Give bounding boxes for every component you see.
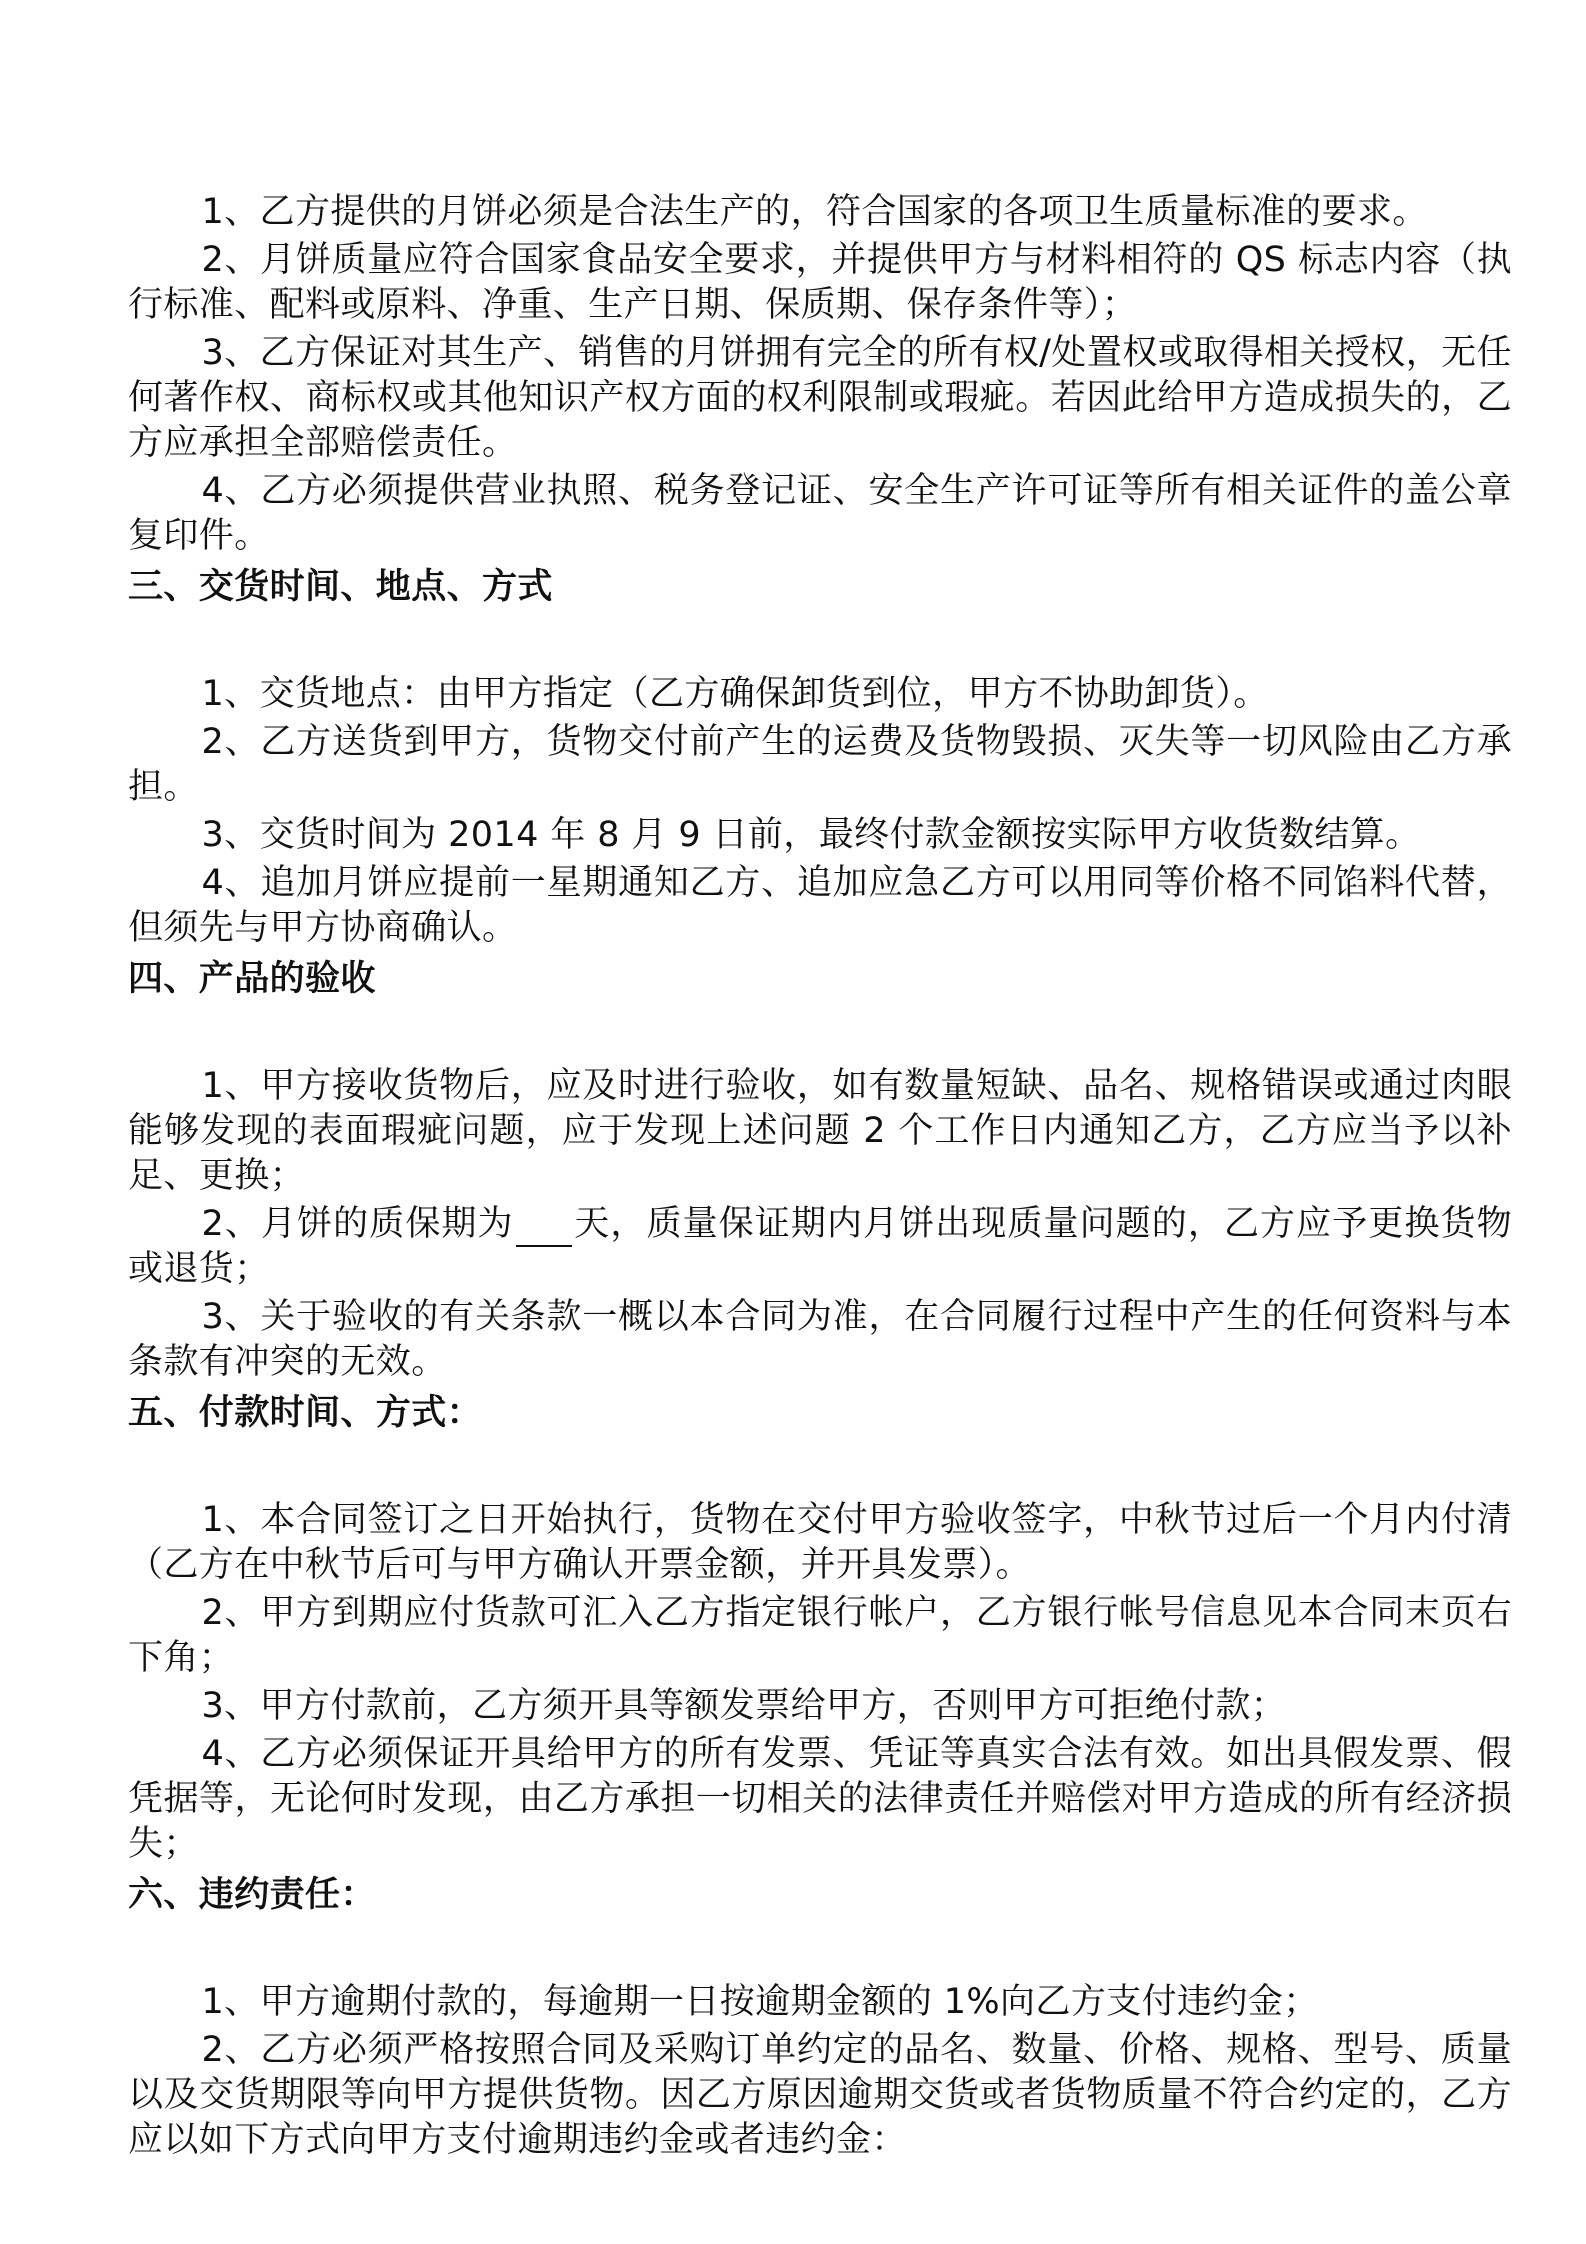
clause-payment-4: 4、乙方必须保证开具给甲方的所有发票、凭证等真实合法有效。如出具假发票、假凭据等，无论何时发现，由乙方承担一切相关的法律责任并赔偿对甲方造成的所有经济损失；: [128, 1734, 1512, 1864]
clause-quality-3: 3、乙方保证对其生产、销售的月饼拥有完全的所有权/处置权或取得相关授权，无任何著作权、商标权或其他知识产权方面的权利限制或瑕疵。若因此给甲方造成损失的，乙方应承担全部赔偿责任。: [128, 333, 1512, 463]
clause-inspection-2-end: 天，质量保证期内月饼出现质量问题的，乙方应予更换货物或退货；: [128, 1204, 1513, 1289]
clause-payment-1: 1、本合同签订之日开始执行，货物在交付甲方验收签字，中秋节过后一个月内付清（乙方在中秋节后可与甲方确认开票金额，并开具发票）。: [128, 1500, 1512, 1585]
section-heading-payment: 五、付款时间、方式：: [128, 1393, 483, 1433]
fill-in-blank: [516, 1211, 572, 1247]
clause-delivery-2: 2、乙方送货到甲方，货物交付前产生的运费及货物毁损、灭失等一切风险由乙方承担。: [128, 722, 1512, 807]
clause-inspection-2-start: 2、月饼的质保期为: [201, 1204, 514, 1244]
clause-delivery-3: 3、交货时间为 2014 年 8 月 9 日前，最终付款金额按实际甲方收货数结算。: [201, 815, 1421, 855]
section-gap: [128, 612, 1512, 672]
section-heading-liability: 六、违约责任：: [128, 1875, 376, 1915]
clause-liability-1: 1、甲方逾期付款的，每逾期一日按逾期金额的 1%向乙方支付违约金；: [201, 1982, 1319, 2022]
section-heading-delivery: 三、交货时间、地点、方式: [128, 567, 553, 607]
clause-payment-3: 3、甲方付款前，乙方须开具等额发票给甲方，否则甲方可拒绝付款；: [201, 1686, 1287, 1726]
clause-inspection-2: [128, 1202, 1512, 1292]
clause-quality-1: 1、乙方提供的月饼必须是合法生产的，符合国家的各项卫生质量标准的要求。: [201, 192, 1428, 232]
section-gap: [128, 1438, 1512, 1498]
clause-delivery-4: 4、追加月饼应提前一星期通知乙方、追加应急乙方可以用同等价格不同馅料代替，但须先与甲方协商确认。: [128, 863, 1512, 948]
clause-delivery-1: 1、交货地点：由甲方指定（乙方确保卸货到位，甲方不协助卸货）。: [201, 674, 1269, 714]
clause-inspection-1: 1、甲方接收货物后，应及时进行验收，如有数量短缺、品名、规格错误或通过肉眼能够发现的表面瑕疵问题，应于发现上述问题 2 个工作日内通知乙方，乙方应当予以补足、更换；: [128, 1066, 1512, 1196]
section-gap: [128, 1920, 1512, 1980]
section-heading-inspection: 四、产品的验收: [128, 959, 376, 999]
clause-quality-4: 4、乙方必须提供营业执照、税务登记证、安全生产许可证等所有相关证件的盖公章复印件。: [128, 471, 1512, 556]
section-gap: [128, 1004, 1512, 1064]
clause-liability-2: 2、乙方必须严格按照合同及采购订单约定的品名、数量、价格、规格、型号、质量以及交货期限等向甲方提供货物。因乙方原因逾期交货或者货物质量不符合约定的，乙方应以如下方式向甲方支付逾期违约金或者违约金：: [128, 2030, 1512, 2160]
clause-payment-2: 2、甲方到期应付货款可汇入乙方指定银行帐户，乙方银行帐号信息见本合同末页右下角；: [128, 1593, 1512, 1678]
contract-document: [128, 190, 1512, 2166]
clause-inspection-3: 3、关于验收的有关条款一概以本合同为准，在合同履行过程中产生的任何资料与本条款有冲突的无效。: [128, 1297, 1512, 1382]
clause-quality-2: 2、月饼质量应符合国家食品安全要求，并提供甲方与材料相符的 QS 标志内容（执行标准、配料或原料、净重、生产日期、保质期、保存条件等）；: [128, 240, 1512, 325]
